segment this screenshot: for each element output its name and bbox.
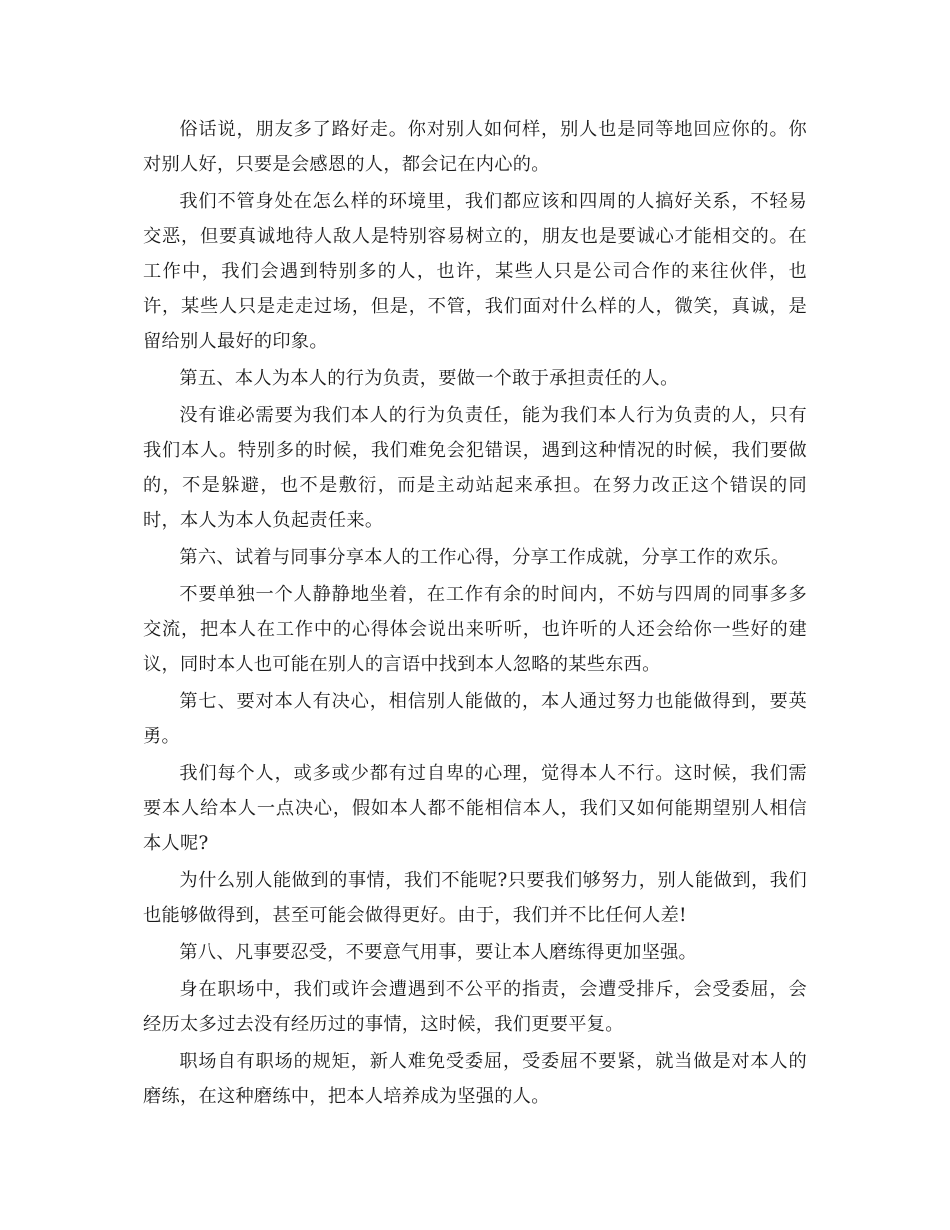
paragraph: 职场自有职场的规矩，新人难免受委屈，受委屈不要紧，就当做是对本人的磨练，在这种磨练中，把本人培养成为坚强的人。 bbox=[143, 1051, 807, 1107]
paragraph: 不要单独一个人静静地坐着，在工作有余的时间内，不妨与四周的同事多多交流，把本人在工作中的心得体会说出来听听，也许听的人还会给你一些好的建议，同时本人也可能在别人的言语中找到本人忽略的某些东西。 bbox=[143, 584, 807, 675]
section-heading: 第七、要对本人有决心，相信别人能做的，本人通过努力也能做得到，要英勇。 bbox=[143, 691, 807, 747]
section-heading: 第六、试着与同事分享本人的工作心得，分享工作成就，分享工作的欢乐。 bbox=[179, 547, 790, 568]
section-heading: 第五、本人为本人的行为负责，要做一个敢于承担责任的人。 bbox=[179, 368, 679, 389]
paragraph: 没有谁必需要为我们本人的行为负责任，能为我们本人行为负责的人，只有我们本人。特别多的时候，我们难免会犯错误，遇到这种情况的时候，我们要做的，不是躲避，也不是敷衍，而是主动站起来承担。在努力改正这个错误的同时，本人为本人负起责任来。 bbox=[143, 405, 807, 531]
paragraph: 身在职场中，我们或许会遭遇到不公平的指责，会遭受排斥，会受委屈，会经历太多过去没有经历过的事情，这时候，我们更要平复。 bbox=[143, 979, 807, 1035]
section-heading: 第八、凡事要忍受，不要意气用事，要让本人磨练得更加坚强。 bbox=[179, 942, 698, 963]
document-body bbox=[143, 112, 807, 1116]
paragraph: 我们不管身处在怎么样的环境里，我们都应该和四周的人搞好关系，不轻易交恶，但要真诚地待人敌人是特别容易树立的，朋友也是要诚心才能相交的。在工作中，我们会遇到特别多的人，也许，某些人只是公司合作的来往伙伴，也许，某些人只是走走过场，但是，不管，我们面对什么样的人，微笑，真诚，是留给别人最好的印象。 bbox=[143, 191, 807, 352]
paragraph: 为什么别人能做到的事情，我们不能呢?只要我们够努力，别人能做到，我们也能够做得到，甚至可能会做得更好。由于，我们并不比任何人差! bbox=[143, 870, 807, 926]
paragraph: 俗话说，朋友多了路好走。你对别人如何样，别人也是同等地回应你的。你对别人好，只要是会感恩的人，都会记在内心的。 bbox=[143, 119, 807, 175]
paragraph: 我们每个人，或多或少都有过自卑的心理，觉得本人不行。这时候，我们需要本人给本人一点决心，假如本人都不能相信本人，我们又如何能期望别人相信本人呢? bbox=[143, 763, 807, 854]
